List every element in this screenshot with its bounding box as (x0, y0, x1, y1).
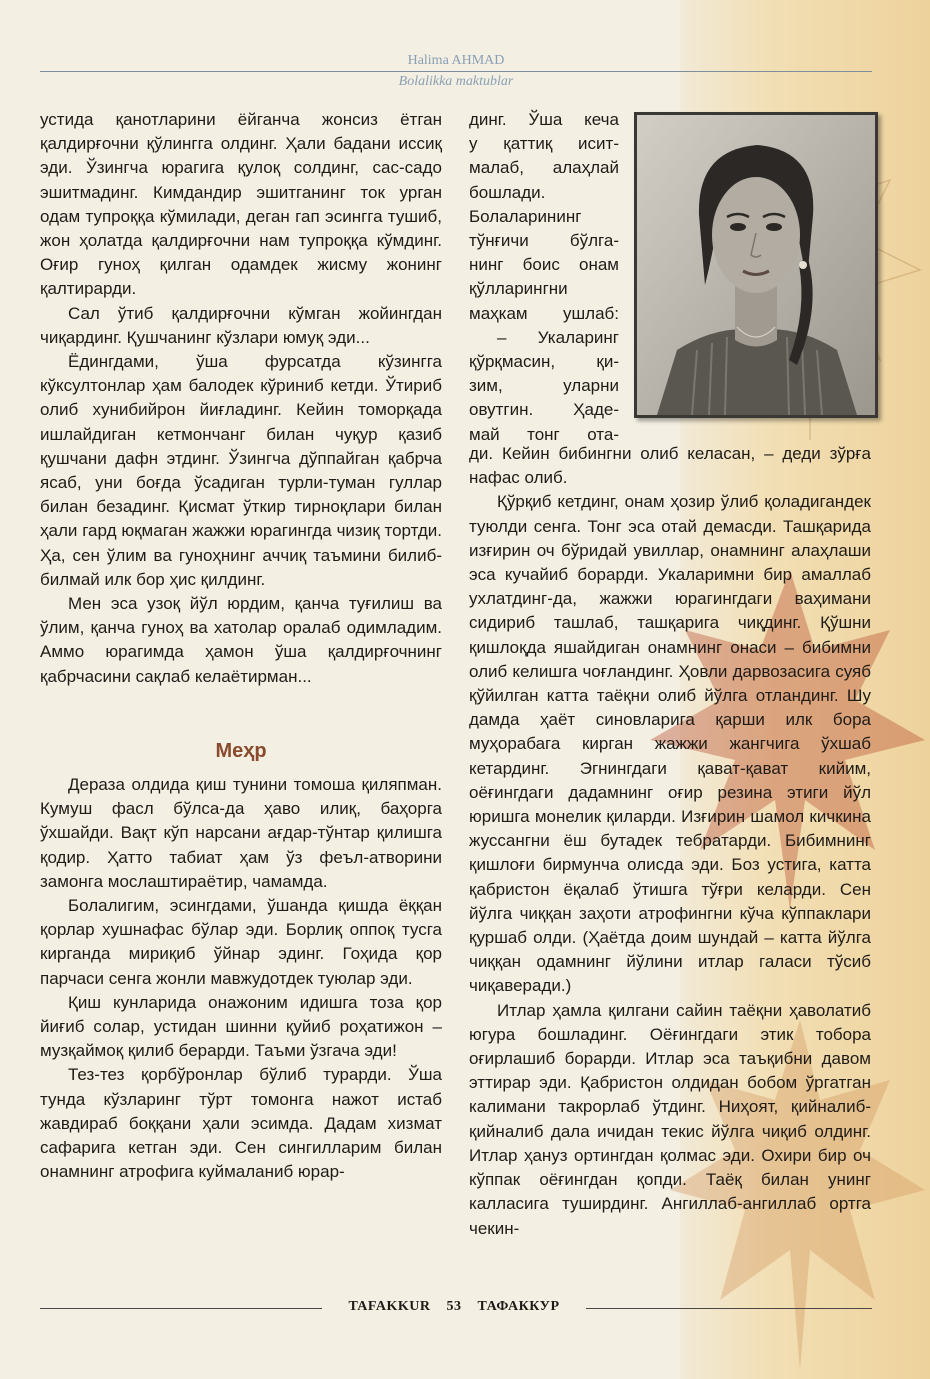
text-line: нинг боис онам (469, 255, 619, 275)
running-header (40, 52, 872, 91)
text-line: қўлларингни (469, 279, 568, 299)
section-title: Меҳр (215, 740, 267, 762)
paragraph: Қўрқиб кетдинг, онам ҳозир ўлиб қоладигандек туюлди сенга. Тонг эса отай демасди. Ташқарида изғирин оч бўридай увиллар, онамнинг алаҳлаши эса кучайиб борарди. Укаларимни бир амаллаб ухлатдинг-да, жажжи юрагингдаги ваҳимани сидириб ташлаб, ташқарига чиқдинг. Қўшни қишлоқда яшайдиган онамнинг онаси – бибимни олиб келишга чоғландинг. Ҳовли дарвозасига суяб қўйилган катта таёқни олиб йўлга отландинг. Шу дамда ҳаёт синовларига қарши илк бора муҳорабага кирган жажжи жангчига ўхшаб кетардинг. Эгнингдаги қават-қават кийим, оёғингдаги дадамнинг оғир резина этиги йўл юришга монелик қиларди. Изғирин шамол кичкина жуссангни ёш бутадек тебратарди. Бибимнинг қишлоғи бирмунча олисда эди. Боз устига, катта қабристон ёқалаб ўтишга тўғри келарди. Сен йўлга чиққан заҳоти атрофингни кўча кўппаклари қуршаб олди. (Ҳаётда доим шундай – катта йўлга чиққан одамнинг йўлини итлар галаси тўсиб чиқаверади.) (469, 492, 871, 996)
footer-rule-left (40, 1308, 322, 1309)
text-line: қўрқмасин, қи- (469, 352, 619, 372)
author-name: Halima AHMAD (407, 53, 505, 68)
paragraph: Дераза олдида қиш тунини томоша қиляпман. Кумуш фасл бўлса-да ҳаво илиқ, баҳорга ўхшайди. Вақт кўп нарсани ағдар-тўнтар қилишга қодир. Ҳатто табиат ҳам ўз феъл-атворини замонга мослаштираётир, чамамда. (40, 775, 442, 891)
text-line: тўнғичи бўлга- (469, 231, 619, 251)
text-line: маҳкам ушлаб: (469, 303, 619, 323)
journal-name-cyrillic: ТАФАККУР (477, 1299, 560, 1314)
left-column-bottom (40, 773, 442, 1184)
text-line: зим, уларни (469, 376, 619, 396)
paragraph: ди. Кейин бибингни олиб келасан, – деди зўрға нафас олиб. (469, 444, 871, 488)
paragraph: Итлар ҳамла қилгани сайин таёқни ҳаволатиб югура бошладинг. Оёғингдаги этик тобора оғирлашиб борарди. Итлар эса таъқибни давом эттирар эди. Қабристон олдидан бобом ўргатган калимани такрорлаб ўтдинг. Ниҳоят, қийналиб-қийналиб дала ичидан текис йўлга чиқиб олдинг. Итлар ҳануз ортингдан қолмас эди. Охири бир оч кўппак оёғингдан қопди. Таёқ билан унинг калласига туширдинг. Ангиллаб-ангиллаб ортга чекин- (469, 1000, 871, 1238)
text-line: Болаларининг (469, 206, 582, 226)
paragraph: Қиш кунларида онажоним идишга тоза қор йиғиб солар, устидан шинни қуйиб роҳатижон – музқаймоқ қилиб берарди. Таъми ўзгача эди! (40, 992, 442, 1061)
paragraph: Тез-тез қорбўронлар бўлиб турарди. Ўша тунда кўзларинг тўрт томонга нажот истаб жавдираб боққани ҳали эсимда. Дадам хизмат сафарига кетган эди. Сен сингилларим билан онамнинг атрофига куймаланиб юрар- (40, 1065, 442, 1182)
author-portrait-photo (634, 112, 878, 418)
text-line: динг. Ўша кеча (469, 110, 619, 129)
series-title: Bolalikka maktublar (398, 74, 514, 89)
text-line: овутгин. Ҳаде- (469, 400, 619, 420)
text-line: – Укаларинг (497, 327, 619, 347)
text-line: бошлади. (469, 182, 546, 202)
header-rule (40, 71, 872, 72)
left-column-top (40, 108, 442, 689)
text-line: у қаттиқ исит- (469, 134, 619, 154)
right-column-wrapped-text (469, 108, 619, 447)
journal-name-latin: TAFAKKUR (348, 1299, 431, 1314)
paragraph: устида қанотларини ёйганча жонсиз ётган қалдирғочни қўлингга олдинг. Ҳали бадани иссиқ эди. Ўзингча юрагига қулоқ солдинг, сас-садо эшитмадинг. Кимдандир эшитганинг ток урган одам тупроққа кўмилади, деган гап эсингга тушиб, жон ҳолатда қалдирғочни нам тупроққа кўмдинг. Оғир гуноҳ қилган одамдек жисму жонинг қалтирарди. (40, 110, 442, 299)
paragraph: Ёдингдами, ўша фурсатда кўзингга кўксултонлар ҳам балодек кўриниб кетди. Ўтириб олиб хунибийрон йиғладинг. Кейин томорқада ишлайдиган кетмончанг билан чуқур қазиб қушчани дафн этдинг. Ўзингча дўппайган қабрча ясаб, уни боғда ўсадиган турли-туман гуллар билан безадинг. Қисмат ўткир тирноқлари билан ҳали гард юқмаган жажжи юрагингда чизиқ тортди. Ҳа, сен ўлим ва гуноҳнинг аччиқ таъмини билиб-билмай илк бор ҳис қилдинг. (40, 352, 442, 589)
footer-rule-right (586, 1308, 872, 1309)
footer-text (322, 1299, 586, 1315)
portrait-illustration (637, 115, 875, 415)
page-number: 53 (446, 1299, 462, 1314)
paragraph: Мен эса узоқ йўл юрдим, қанча туғилиш ва ўлим, қанча гуноҳ ва хатолар оралаб одимладим. Аммо юрагимда ҳамон ўша қалдирғочнинг қабрчасини сақлаб келаётирман... (40, 594, 442, 686)
paragraph: Сал ўтиб қалдирғочни кўмган жойингдан чиқардинг. Қушчанинг кўзлари юмуқ эди... (40, 303, 442, 347)
right-column-bottom (469, 442, 871, 1241)
paragraph: Болалигим, эсингдами, ўшанда қишда ёққан қорлар хушнафас бўлар эди. Борлиқ оппоқ тусга кирганда мириқиб ўйнар эдинг. Гоҳида қор парчаси сенга жонли мавжудотдек туюлар эди. (40, 896, 442, 988)
page-footer (40, 1298, 872, 1318)
text-line: май тонг ота- (469, 424, 619, 444)
text-line: малаб, алаҳлай (469, 158, 619, 178)
